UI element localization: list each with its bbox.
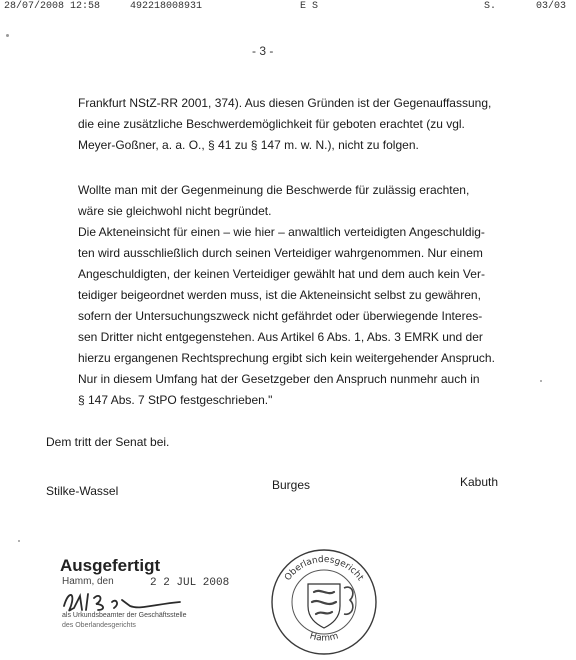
scan-speck [6, 34, 9, 37]
stamp-title: Ausgefertigt [60, 556, 161, 575]
stamp-date: 2 2 JUL 2008 [150, 577, 230, 589]
stamp-role-line-2: des Oberlandesgerichts [62, 622, 136, 629]
text-line: Frankfurt NStZ-RR 2001, 374). Aus diesen Gründen ist der Gegenauffassung, [78, 96, 492, 110]
text-line: die eine zusätzliche Beschwerdemöglichkeit für geboten erachtet (zu vgl. [78, 117, 465, 131]
fax-number: 492218008931 [130, 1, 203, 12]
scan-speck [540, 380, 542, 382]
text-line: wäre sie gleichwohl nicht begründet. [78, 204, 272, 218]
seal-bottom-text: Hamm [308, 631, 340, 644]
fax-header [0, 0, 576, 14]
text-line: Angeschuldigten, der keinen Verteidiger gewählt hat und dem auch kein Ver- [78, 267, 485, 281]
signature-judge-1: Stilke-Wassel [46, 484, 119, 498]
text-line: teidiger beigeordnet werden muss, ist die Akteneinsicht selbst zu gewähren, [78, 288, 481, 302]
fax-sender: E S [300, 1, 319, 12]
signature-judge-2: Burges [272, 478, 311, 492]
text-line: Die Akteneinsicht für einen – wie hier – anwaltlich verteidigten Angeschuldig- [78, 225, 485, 239]
text-line: sofern der Untersuchungszweck nicht gefährdet oder überwiegende Interes- [78, 309, 483, 323]
scan-speck [18, 540, 20, 542]
text-line: Meyer-Goßner, a. a. O., § 41 zu § 147 m. w. N.), nicht zu folgen. [78, 138, 419, 152]
seal-top-text: Oberlandesgericht [283, 554, 365, 583]
fax-s-label: S. [484, 1, 497, 12]
page-number: - 3 - [252, 44, 274, 58]
fax-datetime: 28/07/2008 12:58 [4, 1, 101, 12]
fax-page: 03/03 [536, 1, 567, 12]
text-line: hierzu ergangenen Rechtsprechung ergibt sich kein weitergehender Anspruch. [78, 351, 495, 365]
text-line: § 147 Abs. 7 StPO festgeschrieben." [78, 393, 273, 407]
text-line: sen Dritter nicht entgegenstehen. Aus Artikel 6 Abs. 1, Abs. 3 EMRK und der [78, 330, 483, 344]
text-line: Nur in diesem Umfang hat der Gesetzgeber den Anspruch nunmehr auch in [78, 372, 480, 386]
paragraph-2 [78, 180, 495, 411]
signature-judge-3: Kabuth [460, 475, 499, 489]
stamp-role-line-1: als Urkundsbeamter der Geschäftsstelle [62, 612, 187, 619]
paragraph-3 [46, 432, 169, 453]
paragraph-1 [78, 93, 491, 156]
text-line: Wollte man mit der Gegenmeinung die Beschwerde für zulässig erachten, [78, 183, 470, 197]
text-line: ten wird ausschließlich durch seinen Verteidiger wahrgenommen. Nur einem [78, 246, 483, 260]
stamp-place-label: Hamm, den [62, 576, 114, 587]
court-seal-icon [264, 544, 384, 656]
handwritten-signature [60, 588, 200, 614]
text-line: Dem tritt der Senat bei. [46, 435, 170, 449]
